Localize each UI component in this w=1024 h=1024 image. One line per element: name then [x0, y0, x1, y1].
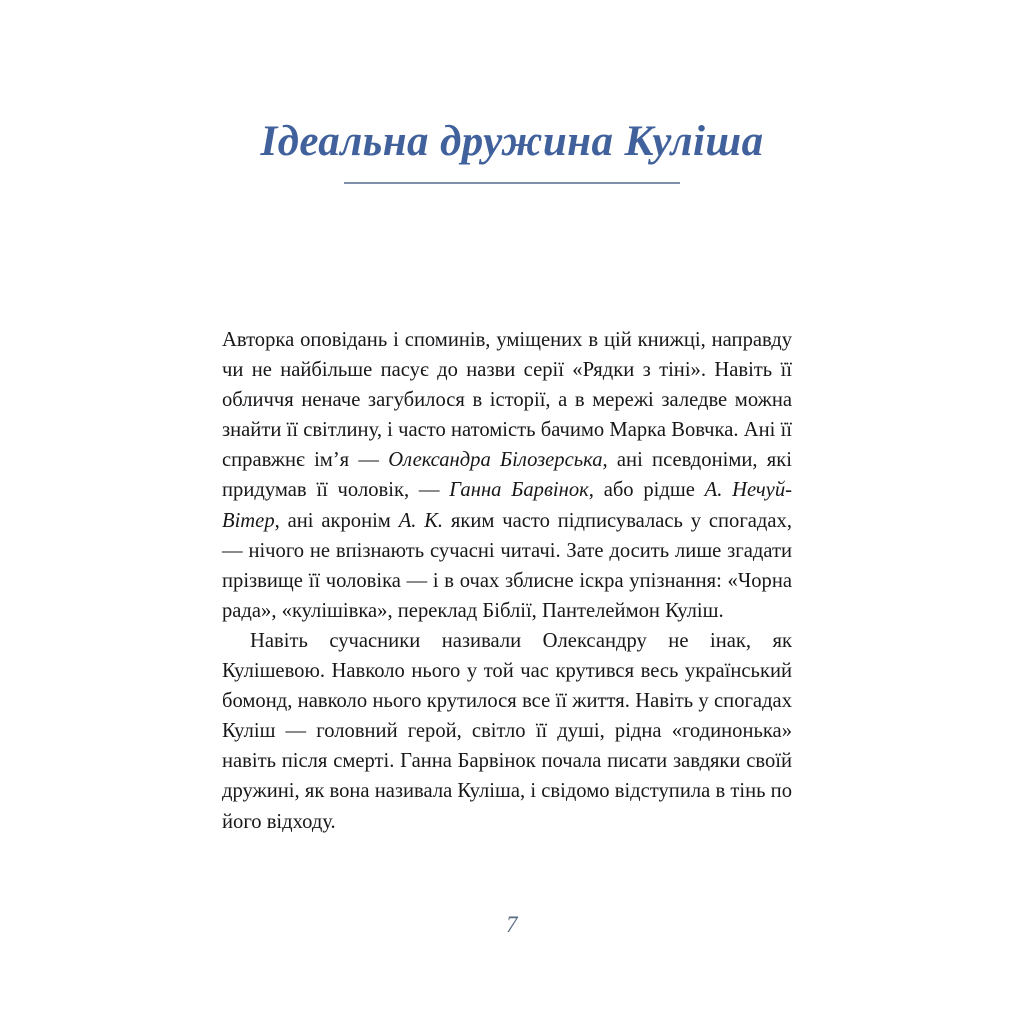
italic-run: Олександра Білозерська — [388, 449, 603, 472]
paragraph-1: Авторка оповідань і споминів, уміщених в цій книжці, направду чи не найбільше пасує до назви серії «Рядки з тіні». Навіть її обличчя неначе загубилося в історії, а в мережі заледве можна знайти її світлину, і часто натомість бачимо Марка Вовчка. Ані її справжнє ім’я — Олександра Білозерська, ані псевдоніми, які придумав її чоловік, — Ганна Барвінок, або рідше А. Нечуй-Вітер, ані акронім А. К. яким часто підписувалась у спогадах, — нічого не впізнають сучасні читачі. Зате досить лише згадати прізвище її чоловіка — і в очах зблисне іскра упізнання: «Чорна рада», «кулішівка», переклад Біблії, Пантелеймон Куліш. — [222, 329, 792, 622]
italic-run: А. К. — [398, 509, 444, 532]
italic-run: Ганна Барвінок — [449, 479, 589, 502]
page-number: 7 — [506, 912, 518, 937]
body-text-column — [222, 325, 792, 837]
chapter-heading — [0, 118, 1024, 184]
paragraph-2: Навіть сучасники називали Олександру не інак, як Кулішевою. Навколо нього у той час крутився весь український бомонд, навколо нього крутилося все її життя. Навіть у спогадах Куліш — головний герой, світло її душі, рідна «годинонька» навіть після смерті. Ганна Барвінок почала писати завдяки своїй дружині, як вона називала Куліша, і свідомо відступила в тінь по його відходу. — [222, 629, 792, 833]
italic-run: А. Нечуй-Вітер — [222, 479, 792, 532]
page-title: Ідеальна дружина Куліша — [260, 118, 764, 165]
title-divider — [344, 182, 680, 184]
page-footer — [0, 912, 1024, 938]
